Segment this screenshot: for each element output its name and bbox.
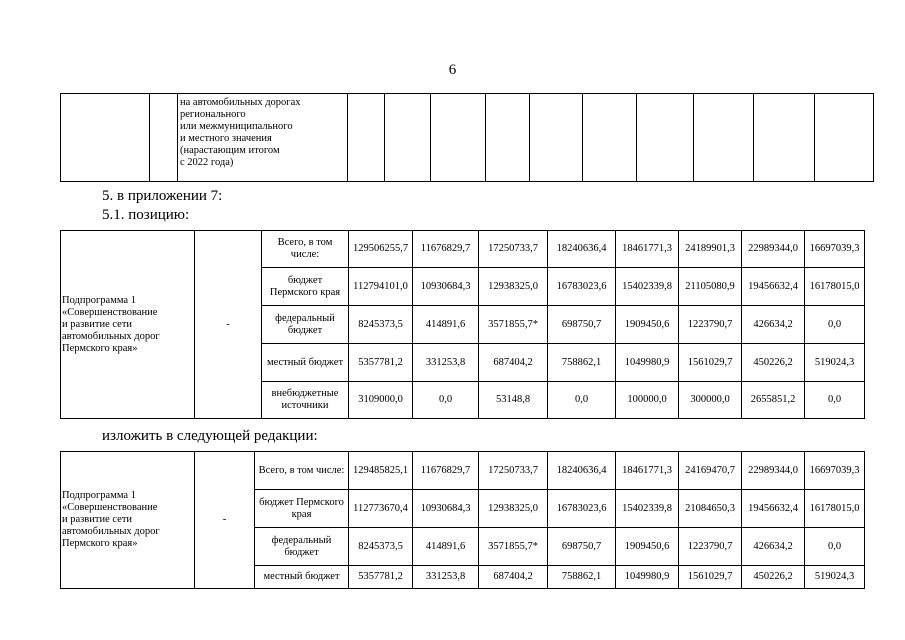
value-cell: 17250733,7 <box>479 231 548 268</box>
fragment-cell <box>583 94 637 182</box>
new-position-table <box>60 451 865 589</box>
value-cell: 3109000,0 <box>349 382 413 419</box>
row-label: местный бюджет <box>255 566 349 589</box>
value-cell: 19456632,4 <box>742 268 805 306</box>
value-cell: 112794101,0 <box>349 268 413 306</box>
value-cell: 18240636,4 <box>548 452 616 490</box>
fragment-cell <box>486 94 530 182</box>
value-cell: 1049980,9 <box>616 566 679 589</box>
fragment-cell <box>385 94 431 182</box>
row-label: местный бюджет <box>262 344 349 382</box>
value-cell: 414891,6 <box>413 306 479 344</box>
value-cell: 16783023,6 <box>548 490 616 528</box>
value-cell: 21105080,9 <box>679 268 742 306</box>
value-cell: 24189901,3 <box>679 231 742 268</box>
value-cell: 18240636,4 <box>548 231 616 268</box>
value-cell: 5357781,2 <box>349 344 413 382</box>
item-5-1-heading: 5.1. позицию: <box>102 207 190 223</box>
value-cell: 687404,2 <box>479 566 548 589</box>
value-cell: 1223790,7 <box>679 306 742 344</box>
subprogram-line: Пермского края» <box>62 538 138 549</box>
value-cell: 0,0 <box>805 528 865 566</box>
fragment-cell <box>431 94 486 182</box>
row-label: бюджет Пермского края <box>255 490 349 528</box>
value-cell: 53148,8 <box>479 382 548 419</box>
value-cell: 15402339,8 <box>616 268 679 306</box>
value-cell: 8245373,5 <box>349 306 413 344</box>
value-cell: 1223790,7 <box>679 528 742 566</box>
value-cell: 300000,0 <box>679 382 742 419</box>
value-cell: 16697039,3 <box>805 452 865 490</box>
value-cell: 17250733,7 <box>479 452 548 490</box>
row-label: федеральный бюджет <box>262 306 349 344</box>
value-cell: 12938325,0 <box>479 490 548 528</box>
fragment-line: на автомобильных дорогах <box>180 97 301 108</box>
value-cell: 0,0 <box>805 382 865 419</box>
value-cell: 0,0 <box>548 382 616 419</box>
value-cell: 1561029,7 <box>679 566 742 589</box>
value-cell: 19456632,4 <box>742 490 805 528</box>
value-cell: 331253,8 <box>413 566 479 589</box>
value-cell: 0,0 <box>413 382 479 419</box>
value-cell: 129506255,7 <box>349 231 413 268</box>
value-cell: 698750,7 <box>548 306 616 344</box>
subprogram-cell <box>61 452 195 589</box>
row-label: бюджет Пермского края <box>262 268 349 306</box>
value-cell: 22989344,0 <box>742 452 805 490</box>
subprogram-cell <box>61 231 195 419</box>
value-cell: 426634,2 <box>742 528 805 566</box>
subprogram-line: «Совершенствование <box>62 306 158 318</box>
value-cell: 15402339,8 <box>616 490 679 528</box>
value-cell: 450226,2 <box>742 344 805 382</box>
fragment-cell <box>754 94 815 182</box>
value-cell: 519024,3 <box>805 566 865 589</box>
value-cell: 3571855,7* <box>479 306 548 344</box>
value-cell: 16178015,0 <box>805 490 865 528</box>
fragment-cell <box>61 94 150 182</box>
value-cell: 100000,0 <box>616 382 679 419</box>
value-cell: 426634,2 <box>742 306 805 344</box>
fragment-line: и местного значения <box>180 133 272 144</box>
subprogram-line: и развитие сети <box>62 514 133 525</box>
value-cell: 5357781,2 <box>349 566 413 589</box>
subprogram-line: и развитие сети <box>62 318 133 330</box>
subprogram-line: автомобильных дорог <box>62 526 160 537</box>
value-cell: 12938325,0 <box>479 268 548 306</box>
value-cell: 2655851,2 <box>742 382 805 419</box>
value-cell: 519024,3 <box>805 344 865 382</box>
value-cell: 1909450,6 <box>616 306 679 344</box>
fragment-text-cell <box>178 94 348 182</box>
row-label: федеральный бюджет <box>255 528 349 566</box>
top-fragment-table <box>60 93 874 182</box>
dash-cell: - <box>195 452 255 589</box>
fragment-line: с 2022 года) <box>180 157 234 168</box>
value-cell: 0,0 <box>805 306 865 344</box>
subprogram-line: Подпрограмма 1 <box>62 294 136 306</box>
fragment-line: или межмуниципального <box>180 121 293 132</box>
subprogram-line: Подпрограмма 1 <box>62 490 136 501</box>
row-label: Всего, в том числе: <box>255 452 349 490</box>
subprogram-line: «Совершенствование <box>62 502 158 513</box>
value-cell: 3571855,7* <box>479 528 548 566</box>
value-cell: 687404,2 <box>479 344 548 382</box>
value-cell: 18461771,3 <box>616 452 679 490</box>
fragment-cell <box>815 94 874 182</box>
new-edition-heading: изложить в следующей редакции: <box>102 428 318 444</box>
dash-cell: - <box>195 231 262 419</box>
fragment-line: регионального <box>180 109 246 120</box>
value-cell: 331253,8 <box>413 344 479 382</box>
value-cell: 10930684,3 <box>413 490 479 528</box>
old-position-table <box>60 230 865 419</box>
value-cell: 18461771,3 <box>616 231 679 268</box>
fragment-cell <box>694 94 754 182</box>
value-cell: 16697039,3 <box>805 231 865 268</box>
value-cell: 1561029,7 <box>679 344 742 382</box>
value-cell: 24169470,7 <box>679 452 742 490</box>
fragment-cell <box>530 94 583 182</box>
value-cell: 8245373,5 <box>349 528 413 566</box>
value-cell: 21084650,3 <box>679 490 742 528</box>
value-cell: 698750,7 <box>548 528 616 566</box>
value-cell: 758862,1 <box>548 344 616 382</box>
value-cell: 112773670,4 <box>349 490 413 528</box>
item-5-heading: 5. в приложении 7: <box>102 188 223 204</box>
subprogram-line: автомобильных дорог <box>62 330 160 342</box>
value-cell: 16178015,0 <box>805 268 865 306</box>
value-cell: 129485825,1 <box>349 452 413 490</box>
value-cell: 16783023,6 <box>548 268 616 306</box>
row-label: внебюджетные источники <box>262 382 349 419</box>
fragment-cell <box>348 94 385 182</box>
value-cell: 22989344,0 <box>742 231 805 268</box>
value-cell: 11676829,7 <box>413 231 479 268</box>
fragment-cell <box>637 94 694 182</box>
value-cell: 11676829,7 <box>413 452 479 490</box>
value-cell: 414891,6 <box>413 528 479 566</box>
row-label: Всего, в том числе: <box>262 231 349 268</box>
page-number: 6 <box>448 62 457 78</box>
fragment-cell <box>150 94 178 182</box>
subprogram-line: Пермского края» <box>62 342 138 354</box>
value-cell: 10930684,3 <box>413 268 479 306</box>
fragment-line: (нарастающим итогом <box>180 145 280 156</box>
value-cell: 450226,2 <box>742 566 805 589</box>
value-cell: 758862,1 <box>548 566 616 589</box>
value-cell: 1049980,9 <box>616 344 679 382</box>
value-cell: 1909450,6 <box>616 528 679 566</box>
